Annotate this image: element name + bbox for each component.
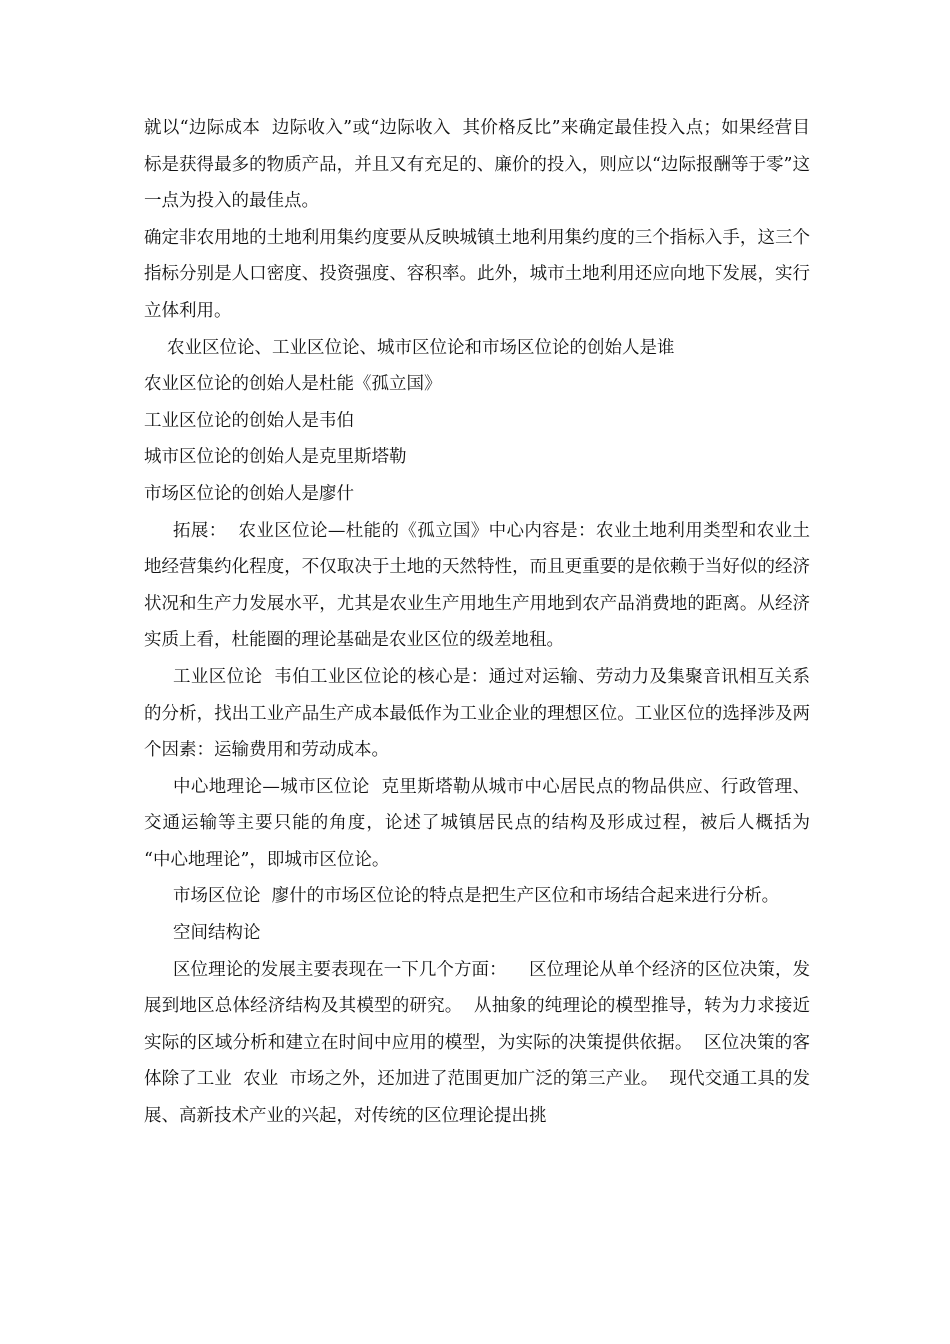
paragraph-land-intensity: 确定非农用地的土地利用集约度要从反映城镇土地利用集约度的三个指标入手，这三个指标分别是人口密度、投资强度、容积率。此外，城市土地利用还应向地下发展，实行立体利用。 bbox=[144, 227, 810, 321]
document-body bbox=[144, 110, 822, 1135]
paragraph-agri-founder: 农业区位论的创始人是杜能《孤立国》 bbox=[144, 374, 442, 395]
paragraph-extension-agri: 拓展： 农业区位论—杜能的《孤立国》中心内容是：农业土地利用类型和农业土地经营集约化程度，不仅取决于土地的天然特性，而且更重要的是依赖于当好似的经济状况和生产力发展水平，尤其是农业生产用地生产用地到农产品消费地的距离。从经济实质上看，杜能圈的理论基础是农业区位的级差地租。 bbox=[144, 520, 810, 651]
paragraph-industry-theory: 工业区位论 韦伯工业区位论的核心是：通过对运输、劳动力及集聚音讯相互关系的分析，找出工业产品生产成本最低作为工业企业的理想区位。工业区位的选择涉及两个因素：运输费用和劳动成本。 bbox=[144, 666, 810, 761]
paragraph-central-place: 中心地理论—城市区位论 克里斯塔勒从城市中心居民点的物品供应、行政管理、交通运输等主要只能的角度，论述了城镇居民点的结构及形成过程，被后人概括为 “中心地理论”，即城市区位论。 bbox=[144, 776, 822, 870]
paragraph-market-theory: 市场区位论 廖什的市场区位论的特点是把生产区位和市场结合起来进行分析。 bbox=[173, 886, 780, 907]
paragraph-theory-development: 区位理论的发展主要表现在一下几个方面： 区位理论从单个经济的区位决策，发展到地区总体经济结构及其模型的研究。 从抽象的纯理论的模型推导，转为力求接近实际的区域分析和建立在时间中应用的模型，为实际的决策提供依据。 区位决策的客体除了工业 农业 市场之外，还加进了范围更加广泛的第三产业。 现代交通工具的发展、高新技术产业的兴起，对传统的区位理论提出挑 bbox=[144, 959, 810, 1127]
paragraph-market-founder: 市场区位论的创始人是廖什 bbox=[144, 483, 354, 504]
paragraph-marginal-cost: 就以“边际成本 边际收入”或“边际收入 其价格反比”来确定最佳投入点；如果经营目标是获得最多的物质产品，并且又有充足的、廉价的投入，则应以“边际报酬等于零”这一点为投入的最佳点。 bbox=[144, 118, 810, 212]
paragraph-city-founder: 城市区位论的创始人是克里斯塔勒 bbox=[144, 447, 407, 468]
paragraph-question-founders: 农业区位论、工业区位论、城市区位论和市场区位论的创始人是谁 bbox=[167, 337, 675, 358]
paragraph-industry-founder: 工业区位论的创始人是韦伯 bbox=[144, 410, 354, 431]
paragraph-spatial-structure: 空间结构论 bbox=[173, 923, 261, 944]
